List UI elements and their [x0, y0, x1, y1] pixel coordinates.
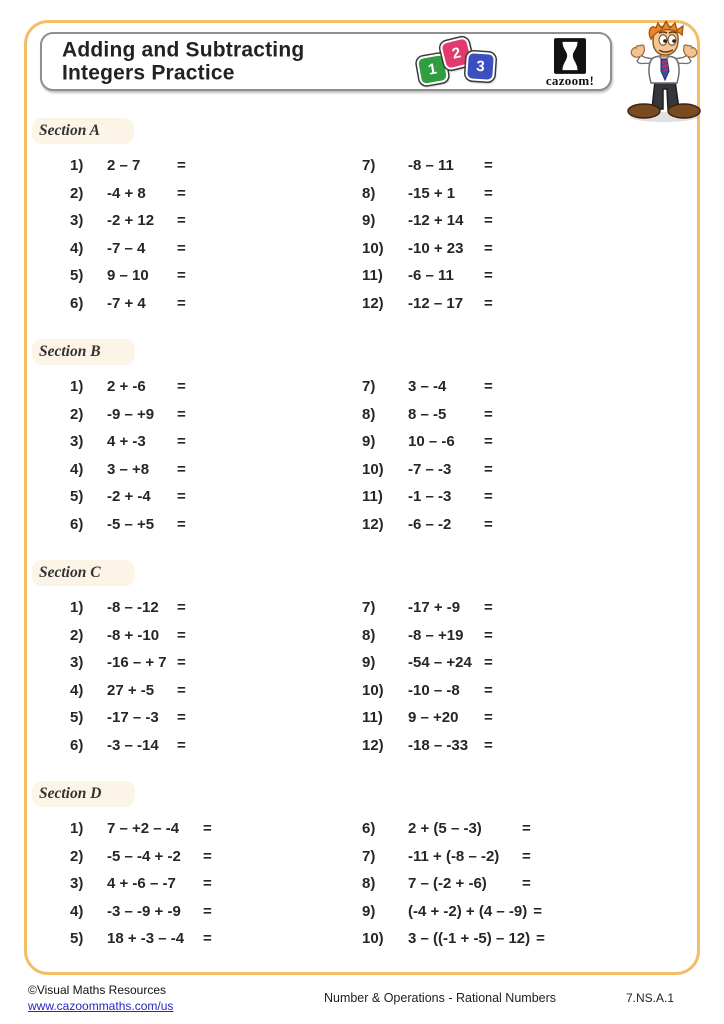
problem-number: 5) [70, 709, 84, 727]
problem-row [70, 207, 362, 235]
equals-sign: = [177, 184, 186, 202]
problem-number: 9) [362, 433, 376, 451]
problem-expression: -8 – -12 [107, 599, 159, 617]
problem-number: 7) [362, 599, 376, 617]
equals-sign: = [484, 433, 493, 451]
problem-expression: -12 + 14 [408, 212, 464, 230]
section-label: Section C [32, 560, 135, 586]
problem-number: 8) [362, 405, 376, 423]
page-title [62, 38, 304, 85]
problem-row [70, 594, 362, 622]
footer-left [28, 983, 276, 1014]
tile-2-icon: 2 [439, 36, 474, 71]
number-tiles-icon [416, 38, 500, 88]
problem-row [70, 732, 362, 760]
problem-expression: -1 – -3 [408, 488, 452, 506]
problems-columns [36, 815, 670, 953]
problem-row [362, 180, 493, 208]
problems-columns [36, 152, 670, 317]
problem-row [70, 373, 362, 401]
problem-number: 3) [70, 654, 84, 672]
equals-sign: = [177, 212, 186, 230]
problem-expression: -8 – 11 [408, 157, 454, 175]
problem-number: 11) [362, 709, 383, 727]
problem-row [70, 401, 362, 429]
equals-sign: = [536, 930, 545, 948]
equals-sign: = [484, 515, 493, 533]
problem-expression: -8 – +19 [408, 626, 464, 644]
problem-row [70, 290, 362, 318]
problem-expression: 2 – 7 [107, 157, 141, 175]
problem-number: 5) [70, 488, 84, 506]
equals-sign: = [484, 709, 493, 727]
problem-expression: -6 – -2 [408, 515, 452, 533]
problem-number: 3) [70, 875, 84, 893]
problem-number: 1) [70, 157, 84, 175]
problem-expression: -10 – -8 [408, 681, 460, 699]
problem-number: 12) [362, 515, 384, 533]
problem-row [70, 898, 362, 926]
problem-number: 10) [362, 460, 384, 478]
problem-number: 9) [362, 654, 376, 672]
problems-column [362, 373, 493, 538]
problem-row [362, 207, 493, 235]
equals-sign: = [484, 626, 493, 644]
problem-number: 4) [70, 902, 84, 920]
problem-row [70, 511, 362, 539]
problem-row [70, 456, 362, 484]
equals-sign: = [177, 736, 186, 754]
problem-row [362, 152, 493, 180]
problem-expression: -11 + (-8 – -2) [408, 847, 500, 865]
problem-expression: 2 + -6 [107, 378, 146, 396]
problem-expression: -17 – -3 [107, 709, 159, 727]
problem-row [70, 235, 362, 263]
equals-sign: = [177, 681, 186, 699]
problem-expression: 7 – (-2 + -6) [408, 875, 487, 893]
problem-number: 6) [70, 294, 84, 312]
equals-sign: = [484, 599, 493, 617]
problem-number: 11) [362, 488, 383, 506]
equals-sign: = [177, 294, 186, 312]
problem-number: 1) [70, 599, 84, 617]
problem-number: 4) [70, 460, 84, 478]
problem-row [70, 483, 362, 511]
problem-expression: 3 – ((-1 + -5) – 12) [408, 930, 531, 948]
problem-number: 1) [70, 378, 84, 396]
problem-expression: -3 – -9 + -9 [107, 902, 181, 920]
section-label: Section B [32, 339, 135, 365]
equals-sign: = [177, 267, 186, 285]
problem-row [70, 677, 362, 705]
equals-sign: = [177, 460, 186, 478]
equals-sign: = [177, 709, 186, 727]
equals-sign: = [203, 875, 212, 893]
problem-row [70, 428, 362, 456]
problem-row [362, 483, 493, 511]
problem-expression: 8 – -5 [408, 405, 447, 423]
problem-number: 12) [362, 736, 384, 754]
problem-number: 2) [70, 405, 84, 423]
problem-row [362, 262, 493, 290]
problem-expression: -18 – -33 [408, 736, 469, 754]
problem-number: 9) [362, 902, 376, 920]
problems-column [70, 152, 362, 317]
problem-expression: -12 – 17 [408, 294, 464, 312]
problem-row [362, 704, 493, 732]
problem-row [70, 925, 362, 953]
problem-row [362, 898, 545, 926]
problem-row [70, 870, 362, 898]
problem-row [362, 428, 493, 456]
problem-expression: -54 – +24 [408, 654, 472, 672]
equals-sign: = [484, 488, 493, 506]
tile-3-icon: 3 [465, 51, 496, 82]
problem-row [362, 677, 493, 705]
equals-sign: = [177, 157, 186, 175]
problem-expression: 4 + -3 [107, 433, 146, 451]
problem-expression: -7 – -3 [408, 460, 452, 478]
problems-column [70, 815, 362, 953]
problem-row [70, 843, 362, 871]
problem-expression: -7 + 4 [107, 294, 146, 312]
problem-expression: 10 – -6 [408, 433, 455, 451]
problem-number: 10) [362, 681, 384, 699]
problem-number: 8) [362, 875, 376, 893]
problem-number: 9) [362, 212, 376, 230]
problem-row [362, 401, 493, 429]
problem-expression: -8 + -10 [107, 626, 160, 644]
problem-number: 2) [70, 626, 84, 644]
problem-number: 7) [362, 378, 376, 396]
equals-sign: = [203, 930, 212, 948]
problem-row [70, 152, 362, 180]
problem-expression: -10 + 23 [408, 239, 464, 257]
section-b [36, 339, 670, 538]
standard-code: 7.NS.A.1 [625, 991, 674, 1005]
problem-number: 1) [70, 820, 84, 838]
worksheet-sections [36, 118, 670, 953]
copyright-text: ©Visual Maths Resources [28, 983, 167, 997]
section-label: Section A [32, 118, 134, 144]
problem-expression: -2 + -4 [107, 488, 151, 506]
problem-row [70, 704, 362, 732]
equals-sign: = [177, 626, 186, 644]
category-text: Number & Operations - Rational Numbers [323, 991, 557, 1005]
problem-expression: 27 + -5 [107, 681, 155, 699]
problem-expression: 3 – +8 [107, 460, 150, 478]
problem-expression: -4 + 8 [107, 184, 146, 202]
problem-number: 10) [362, 930, 384, 948]
problem-number: 4) [70, 239, 84, 257]
problem-row [362, 815, 545, 843]
title-box [40, 32, 612, 91]
equals-sign: = [484, 736, 493, 754]
problem-number: 7) [362, 157, 376, 175]
problem-row [70, 649, 362, 677]
problem-number: 3) [70, 433, 84, 451]
equals-sign: = [533, 902, 542, 920]
equals-sign: = [177, 405, 186, 423]
problem-row [362, 373, 493, 401]
equals-sign: = [177, 488, 186, 506]
problem-number: 2) [70, 847, 84, 865]
problems-column [362, 594, 493, 759]
problem-row [362, 843, 545, 871]
cazoom-logo-icon [554, 38, 586, 74]
problem-expression: -7 – 4 [107, 239, 146, 257]
tile-1-icon: 1 [416, 53, 450, 87]
problem-expression: -9 – +9 [107, 405, 155, 423]
problem-number: 6) [70, 736, 84, 754]
problem-row [362, 649, 493, 677]
problem-expression: 4 + -6 – -7 [107, 875, 176, 893]
equals-sign: = [522, 847, 531, 865]
equals-sign: = [484, 212, 493, 230]
problem-expression: 9 – 10 [107, 267, 149, 285]
equals-sign: = [484, 239, 493, 257]
problem-row [362, 622, 493, 650]
problem-number: 6) [70, 515, 84, 533]
section-d [36, 781, 670, 953]
problem-number: 7) [362, 847, 376, 865]
brand-label: cazoom! [545, 73, 595, 88]
equals-sign: = [522, 820, 531, 838]
problem-number: 5) [70, 930, 84, 948]
equals-sign: = [484, 267, 493, 285]
problem-expression: 9 – +20 [408, 709, 459, 727]
equals-sign: = [203, 847, 212, 865]
problems-column [362, 152, 493, 317]
problem-row [362, 235, 493, 263]
problem-number: 8) [362, 626, 376, 644]
cazoom-logo [540, 38, 600, 89]
title-line-1: Adding and Subtracting [62, 37, 305, 61]
section-a [36, 118, 670, 317]
equals-sign: = [484, 378, 493, 396]
problem-row [362, 594, 493, 622]
problem-number: 5) [70, 267, 84, 285]
problem-number: 12) [362, 294, 384, 312]
problem-number: 10) [362, 239, 384, 257]
title-line-2: Integers Practice [62, 61, 235, 85]
problem-row [362, 870, 545, 898]
problem-expression: 2 + (5 – -3) [408, 820, 482, 838]
equals-sign: = [484, 681, 493, 699]
problem-number: 2) [70, 184, 84, 202]
section-label: Section D [32, 781, 135, 807]
problem-expression: -5 – +5 [107, 515, 155, 533]
problem-expression: (-4 + -2) + (4 – -9) [408, 902, 528, 920]
problems-column [362, 815, 545, 953]
problem-row [362, 456, 493, 484]
site-link[interactable]: www.cazoommaths.com/us [28, 998, 174, 1013]
problem-number: 6) [362, 820, 376, 838]
footer [28, 983, 700, 1014]
problem-expression: 7 – +2 – -4 [107, 820, 180, 838]
problem-row [362, 511, 493, 539]
problem-number: 11) [362, 267, 383, 285]
problem-expression: -17 + -9 [408, 599, 461, 617]
equals-sign: = [484, 157, 493, 175]
equals-sign: = [177, 378, 186, 396]
problem-row [70, 180, 362, 208]
problem-number: 8) [362, 184, 376, 202]
problems-columns [36, 373, 670, 538]
equals-sign: = [177, 239, 186, 257]
mascot-icon [611, 21, 717, 125]
problem-row [70, 815, 362, 843]
equals-sign: = [484, 184, 493, 202]
problems-column [70, 373, 362, 538]
problem-expression: -16 – + 7 [107, 654, 167, 672]
problem-expression: 3 – -4 [408, 378, 447, 396]
problem-row [362, 290, 493, 318]
problem-expression: -3 – -14 [107, 736, 159, 754]
problem-number: 3) [70, 212, 84, 230]
problem-expression: 18 + -3 – -4 [107, 930, 185, 948]
equals-sign: = [177, 433, 186, 451]
section-c [36, 560, 670, 759]
problems-column [70, 594, 362, 759]
equals-sign: = [484, 294, 493, 312]
equals-sign: = [484, 460, 493, 478]
problem-expression: -5 – -4 + -2 [107, 847, 181, 865]
problem-row [362, 925, 545, 953]
problem-expression: -2 + 12 [107, 212, 155, 230]
problems-columns [36, 594, 670, 759]
problem-row [70, 262, 362, 290]
equals-sign: = [177, 599, 186, 617]
equals-sign: = [177, 515, 186, 533]
equals-sign: = [522, 875, 531, 893]
problem-row [362, 732, 493, 760]
equals-sign: = [177, 654, 186, 672]
problem-row [70, 622, 362, 650]
equals-sign: = [484, 654, 493, 672]
problem-number: 4) [70, 681, 84, 699]
problem-expression: -6 – 11 [408, 267, 454, 285]
equals-sign: = [203, 902, 212, 920]
equals-sign: = [484, 405, 493, 423]
problem-expression: -15 + 1 [408, 184, 456, 202]
equals-sign: = [203, 820, 212, 838]
